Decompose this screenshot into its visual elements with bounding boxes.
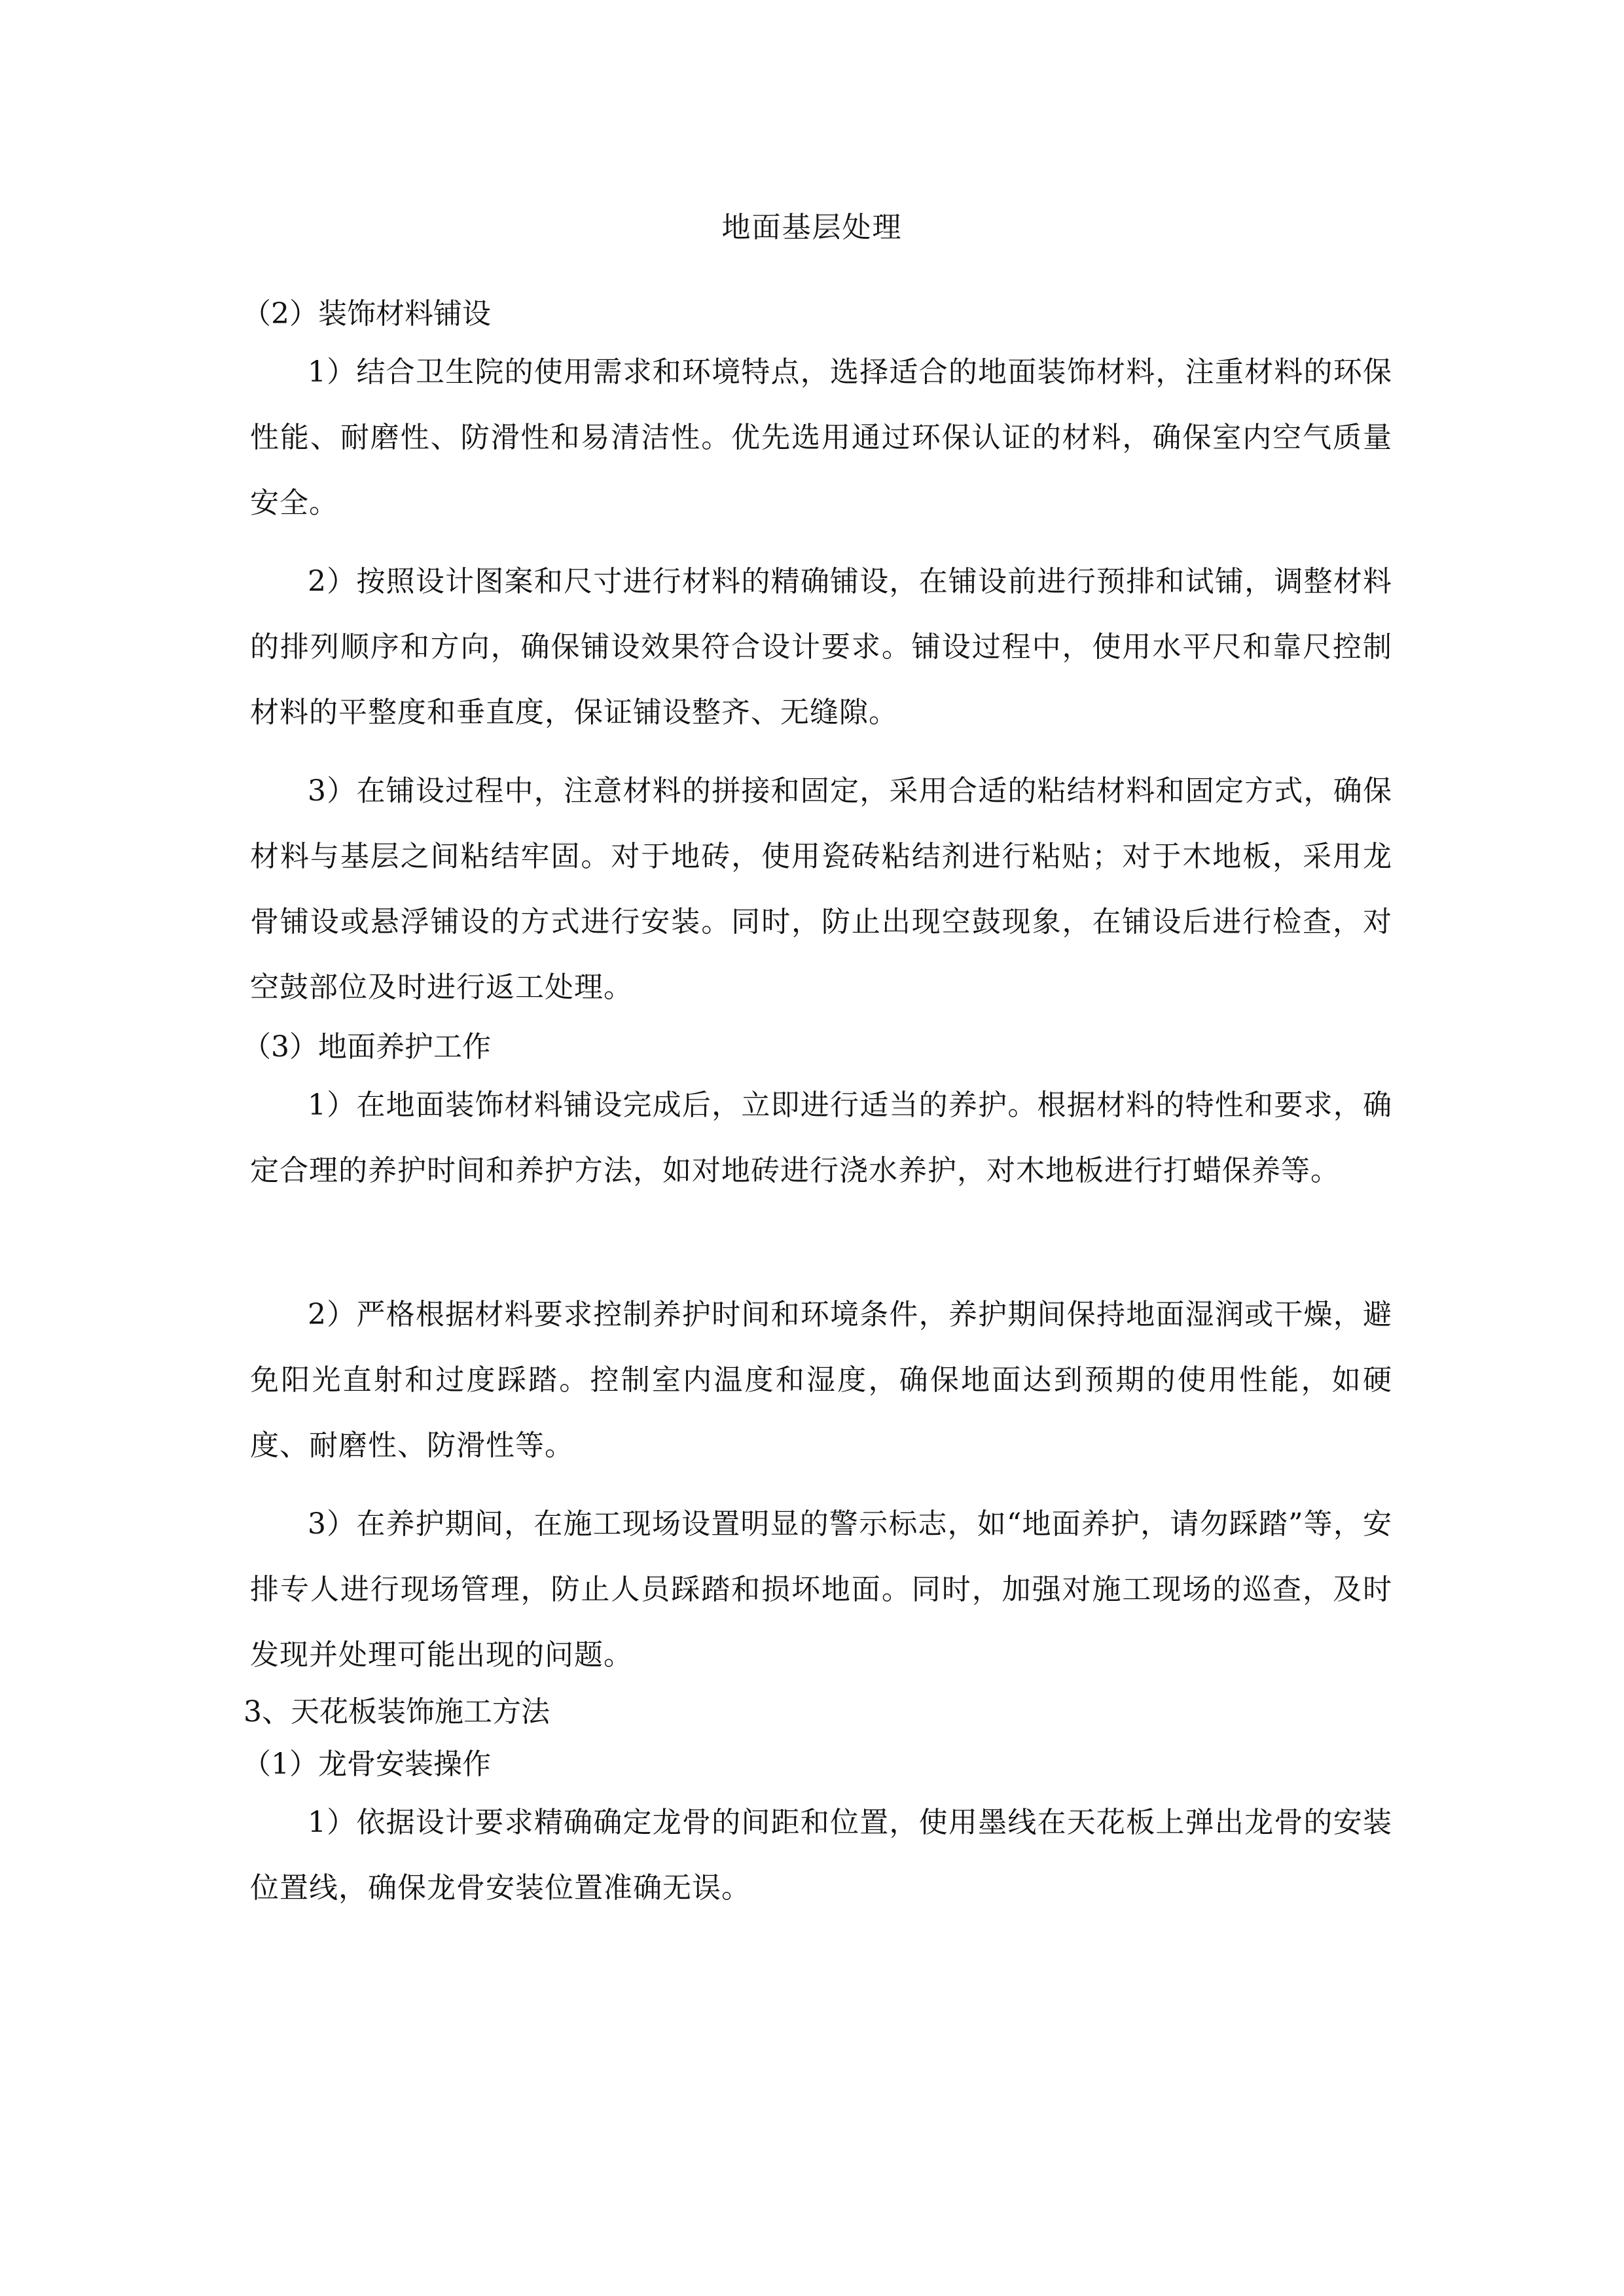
- paragraph-curing-start: 1）在地面装饰材料铺设完成后，立即进行适当的养护。根据材料的特性和要求，确定合理的养护时间和养护方法，如对地砖进行浇水养护，对木地板进行打蜡保养等。: [250, 1088, 1392, 1187]
- section-heading-floor-curing: （3）地面养护工作: [242, 1030, 491, 1064]
- paragraph-joining-fixing: 3）在铺设过程中，注意材料的拼接和固定，采用合适的粘结材料和固定方式，确保材料与基层之间粘结牢固。对于地砖，使用瓷砖粘结剂进行粘贴；对于木地板，采用龙骨铺设或悬浮铺设的方式进行安装。同时，防止出现空鼓现象，在铺设后进行检查，对空鼓部位及时进行返工处理。: [250, 774, 1392, 1004]
- paragraph-curing-warning: 3）在养护期间，在施工现场设置明显的警示标志，如“地面养护，请勿踩踏”等，安排专人进行现场管理，防止人员踩踏和损坏地面。同时，加强对施工现场的巡查，及时发现并处理可能出现的问题。: [250, 1507, 1392, 1672]
- document-title: 地面基层处理: [721, 211, 903, 244]
- paragraph-keel-positioning: 1）依据设计要求精确确定龙骨的间距和位置，使用墨线在天花板上弹出龙骨的安装位置线，确保龙骨安装位置准确无误。: [250, 1806, 1392, 1905]
- section-heading-keel-installation: （1）龙骨安装操作: [242, 1748, 491, 1781]
- paragraph-material-selection: 1）结合卫生院的使用需求和环境特点，选择适合的地面装饰材料，注重材料的环保性能、耐磨性、防滑性和易清洁性。优先选用通过环保认证的材料，确保室内空气质量安全。: [250, 355, 1392, 520]
- paragraph-precise-laying: 2）按照设计图案和尺寸进行材料的精确铺设，在铺设前进行预排和试铺，调整材料的排列顺序和方向，确保铺设效果符合设计要求。铺设过程中，使用水平尺和靠尺控制材料的平整度和垂直度，保证铺设整齐、无缝隙。: [250, 565, 1392, 729]
- section-heading-ceiling-methods: 3、天花板装饰施工方法: [244, 1695, 550, 1729]
- paragraph-curing-conditions: 2）严格根据材料要求控制养护时间和环境条件，养护期间保持地面湿润或干燥，避免阳光直射和过度踩踏。控制室内温度和湿度，确保地面达到预期的使用性能，如硬度、耐磨性、防滑性等。: [250, 1298, 1392, 1462]
- section-heading-decoration-materials: （2）装饰材料铺设: [242, 297, 491, 331]
